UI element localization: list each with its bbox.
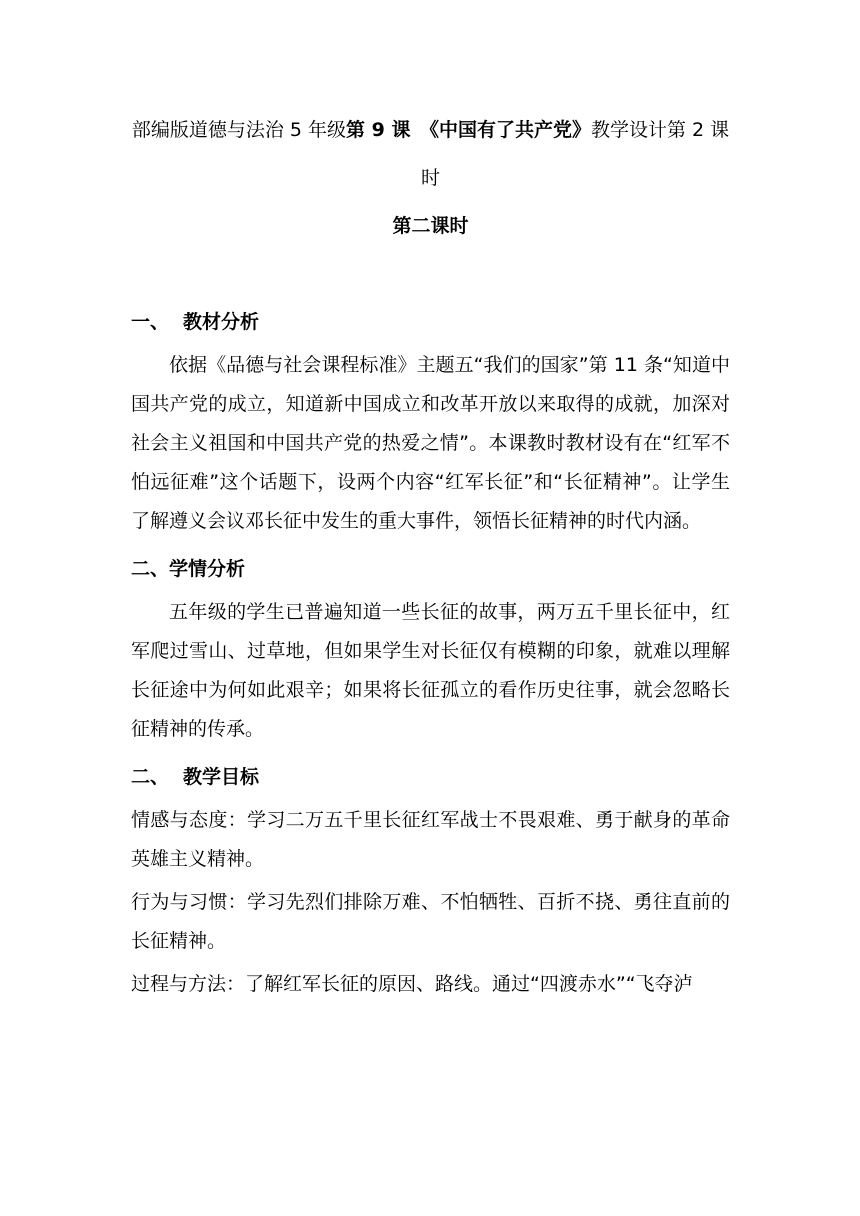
section-number: 二、 xyxy=(131,558,170,580)
paragraph: 过程与方法：了解红军长征的原因、路线。通过“四渡赤水”“飞夺泸 xyxy=(131,973,693,995)
section-heading-textbook-analysis xyxy=(131,298,730,346)
section-heading-teaching-goals xyxy=(131,753,730,801)
title-part-3: 教学设计第 2 课时 xyxy=(420,119,730,189)
section-heading-student-analysis xyxy=(131,545,730,593)
paragraph: 行为与习惯：学习先烈们排除万难、不怕牺牲、百折不挠、勇往直前的长征精神。 xyxy=(131,891,730,952)
document-title xyxy=(131,106,730,202)
paragraph: 情感与态度：学习二万五千里长征红军战士不畏艰难、勇于献身的革命英雄主义精神。 xyxy=(131,809,730,870)
section-title: 学情分析 xyxy=(169,558,246,580)
paragraph: 五年级的学生已普遍知道一些长征的故事，两万五千里长征中，红军爬过雪山、过草地，但如果学生对长征仅有模糊的印象，就难以理解长征途中为何如此艰辛；如果将长征孤立的看作历史往事，就会忽略长征精神的传承。 xyxy=(131,601,730,740)
section-title: 教材分析 xyxy=(183,311,260,333)
title-part-1: 部编版道德与法治 5 年级 xyxy=(131,119,347,141)
title-part-2: 第 9 课 《中国有了共产党》 xyxy=(346,119,591,141)
section-number: 一、 xyxy=(131,311,170,333)
section-number: 二、 xyxy=(131,766,170,788)
paragraph: 依据《品德与社会课程标准》主题五“我们的国家”第 11 条“知道中国共产党的成立，知道新中国成立和改革开放以来取得的成就，加深对社会主义祖国和中国共产党的热爱之情”。本课教时教材设有在“红军不怕远征难”这个话题下，设两个内容“红军长征”和“长征精神”。让学生了解遵义会议邓长征中发生的重大事件，领悟长征精神的时代内涵。 xyxy=(131,354,730,532)
document-subtitle: 第二课时 xyxy=(392,215,469,237)
section-title: 教学目标 xyxy=(183,766,260,788)
document-page xyxy=(131,106,730,1008)
